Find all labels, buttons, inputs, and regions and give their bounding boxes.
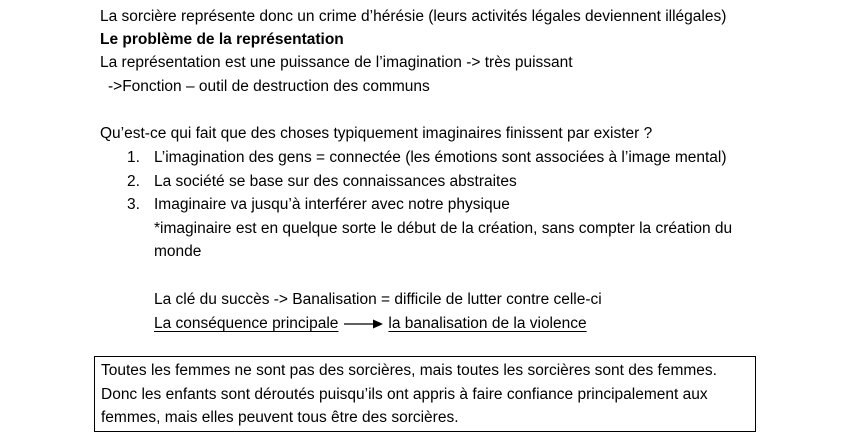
list-number-3: 3. bbox=[127, 196, 140, 213]
right-arrow-icon bbox=[344, 318, 384, 330]
key-line: La clé du succès -> Banalisation = difficile de lutter contre celle-ci bbox=[154, 291, 602, 308]
list-number-2: 2. bbox=[127, 173, 140, 190]
box-line-2: Donc les enfants sont déroutés puisqu’ils ont appris à faire confiance principalement aux bbox=[101, 386, 708, 403]
note-line-2: monde bbox=[154, 243, 202, 260]
text-line-representation: La représentation est une puissance de l’imagination -> très puissant bbox=[100, 54, 573, 71]
box-line-3: femmes, mais elles peuvent tous être des sorcières. bbox=[101, 409, 459, 426]
text-line-heresy: La sorcière représente donc un crime d’hérésie (leurs activités légales deviennent illégales) bbox=[100, 8, 727, 25]
text-line-function: ->Fonction – outil de destruction des communs bbox=[108, 78, 430, 95]
consequence-line bbox=[154, 314, 587, 334]
note-line-1: *imaginaire est en quelque sorte le début de la création, sans compter la création du bbox=[154, 220, 733, 237]
question-line: Qu’est-ce qui fait que des choses typiquement imaginaires finissent par exister ? bbox=[100, 125, 653, 142]
list-item-3: Imaginaire va jusqu’à interférer avec notre physique bbox=[154, 196, 510, 213]
consequence-right: la banalisation de la violence bbox=[388, 315, 587, 332]
list-item-1: L’imagination des gens = connectée (les émotions sont associées à l’image mental) bbox=[154, 149, 727, 166]
consequence-left: La conséquence principale bbox=[154, 315, 339, 332]
list-item-2: La société se base sur des connaissances abstraites bbox=[154, 173, 517, 190]
section-heading: Le problème de la représentation bbox=[100, 31, 344, 48]
summary-box bbox=[94, 356, 756, 432]
box-line-1: Toutes les femmes ne sont pas des sorcières, mais toutes les sorcières sont des femmes. bbox=[101, 362, 717, 379]
list-number-1: 1. bbox=[127, 149, 140, 166]
